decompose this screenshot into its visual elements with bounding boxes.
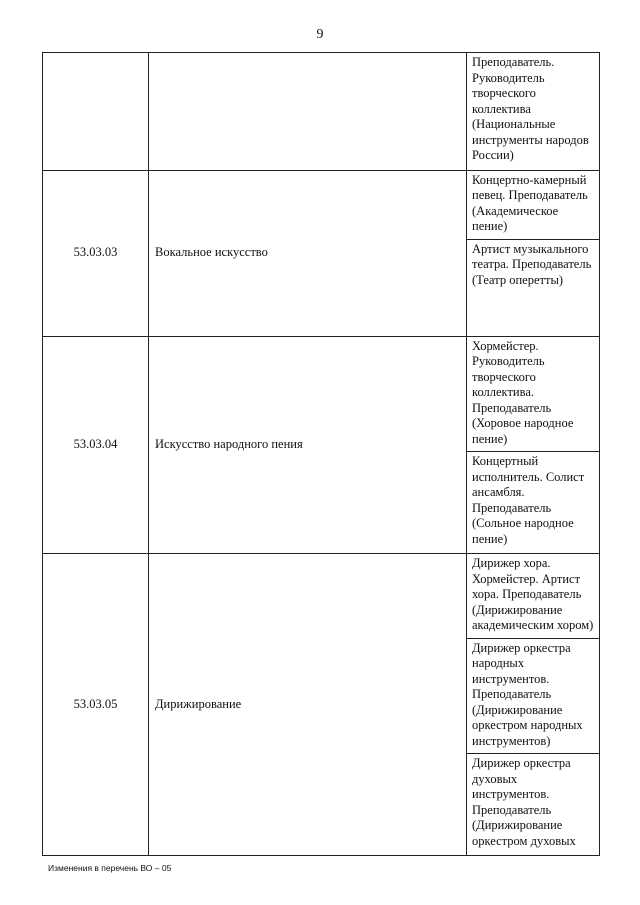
specialty-name-cell: Искусство народного пения	[149, 336, 467, 554]
qualification-entry: Концертный исполнитель. Солист ансамбля. Преподаватель (Сольное народное пение)	[467, 451, 599, 553]
qualification-entry: Дирижер оркестра народных инструментов. Преподаватель (Дирижирование оркестром народных инструментов)	[467, 638, 599, 754]
specialties-table	[42, 52, 600, 856]
page-number: 9	[316, 27, 324, 42]
qualification-entry: Преподаватель. Руководитель творческого коллектива (Национальные инструменты народов России)	[472, 55, 589, 162]
qualifications-cell	[467, 170, 600, 336]
table-row	[43, 336, 600, 554]
qualification-entry: Дирижер хора. Хормейстер. Артист хора. Преподаватель (Дирижирование академическим хором)	[472, 556, 594, 632]
specialty-code-cell	[43, 53, 149, 171]
qualification-entry: Концертно-камерный певец. Преподаватель (Академическое пение)	[472, 172, 588, 233]
specialty-name-cell: Дирижирование	[149, 554, 467, 856]
qualification-entry: Хормейстер. Руководитель творческого коллектива. Преподаватель (Хоровое народное пение)	[472, 338, 574, 446]
table-row	[43, 53, 600, 171]
qualification-entry: Артист музыкального театра. Преподаватель (Театр оперетты)	[467, 239, 599, 295]
specialty-code-cell: 53.03.05	[43, 554, 149, 856]
table-row	[43, 554, 600, 856]
specialty-name-cell	[149, 53, 467, 171]
footer-note: Изменения в перечень ВО – 05	[48, 863, 172, 873]
qualification-entry: Дирижер оркестра духовых инструментов. Преподаватель (Дирижирование оркестром духовых	[467, 753, 599, 855]
qualifications-cell	[467, 53, 600, 171]
qualifications-cell	[467, 336, 600, 554]
table-row	[43, 170, 600, 336]
specialty-code-cell: 53.03.04	[43, 336, 149, 554]
qualifications-cell	[467, 554, 600, 856]
specialty-name-cell: Вокальное искусство	[149, 170, 467, 336]
specialty-code-cell: 53.03.03	[43, 170, 149, 336]
